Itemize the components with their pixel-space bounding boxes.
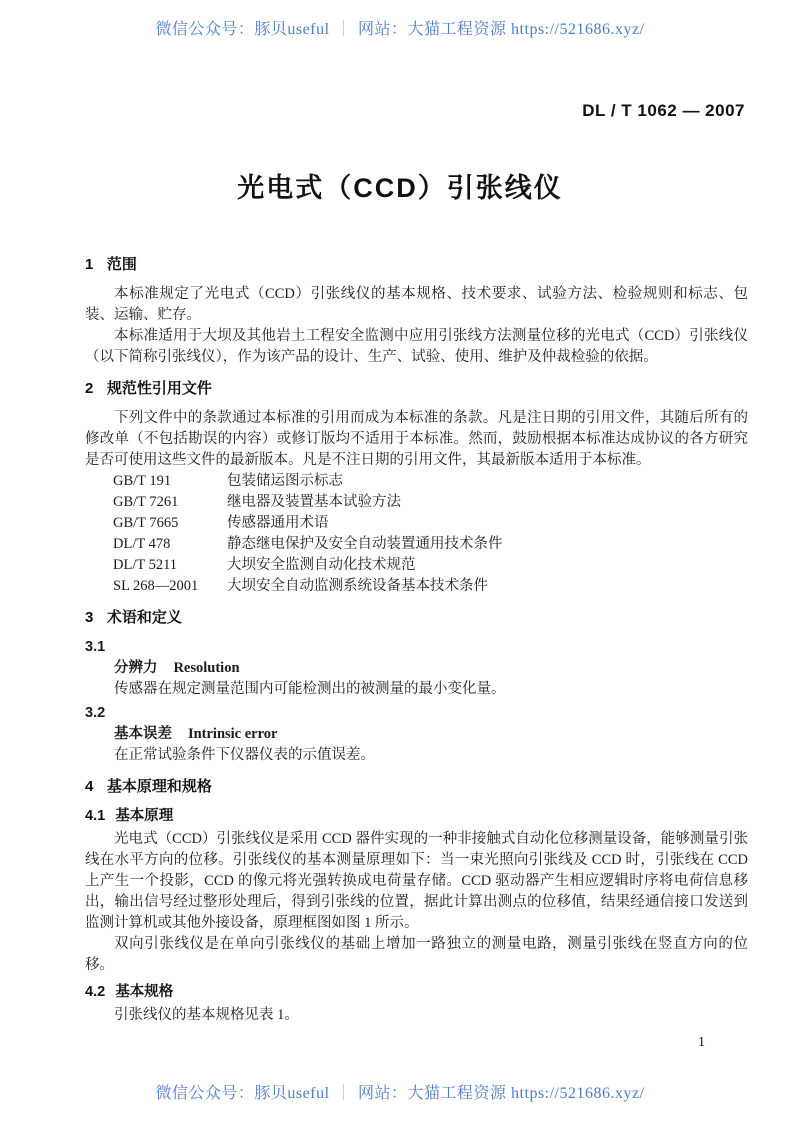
term-definition: 传感器在规定测量范围内可能检测出的被测量的最小变化量。 bbox=[114, 681, 506, 697]
reference-title: 传感器通用术语 bbox=[227, 515, 329, 531]
scope-paragraph-2: 本标准适用于大坝及其他岩土工程安全监测中应用引张线方法测量位移的光电式（CCD）引张线仪（以下简称引张线仪），作为该产品的设计、生产、试验、使用、维护及仲裁检验的依据。 bbox=[85, 328, 748, 365]
reference-row bbox=[113, 471, 748, 492]
section-3-heading bbox=[85, 607, 748, 628]
term-number: 3.2 bbox=[85, 705, 106, 721]
term-name-line bbox=[85, 658, 748, 679]
term-name-zh: 分辨力 bbox=[114, 660, 158, 676]
reference-row bbox=[113, 534, 748, 555]
reference-code: DL/T 478 bbox=[113, 536, 171, 552]
term-name-line bbox=[85, 724, 748, 745]
section-title: 术语和定义 bbox=[106, 609, 182, 626]
section-title: 基本原理 bbox=[115, 808, 174, 824]
section-4-heading bbox=[85, 776, 748, 797]
section-number: 4 bbox=[85, 778, 94, 795]
reference-row bbox=[113, 555, 748, 576]
section-title: 范围 bbox=[106, 256, 137, 273]
normative-refs-paragraph: 下列文件中的条款通过本标准的引用而成为本标准的条款。凡是注日期的引用文件，其随后所有的修改单（不包括勘误的内容）或修订版均不适用于本标准。然而，鼓励根据本标准达成协议的各方研究是否可使用这些文件的最新版本。凡是不注日期的引用文件，其最新版本适用于本标准。 bbox=[85, 410, 748, 468]
section-title: 规范性引用文件 bbox=[106, 380, 212, 397]
website-label: 网站：大猫工程资源 https://521686.xyz/ bbox=[358, 1085, 645, 1102]
website-label: 网站：大猫工程资源 https://521686.xyz/ bbox=[358, 21, 645, 38]
reference-code: GB/T 191 bbox=[113, 473, 172, 489]
term-name-zh: 基本误差 bbox=[114, 726, 172, 742]
scope-paragraph-1: 本标准规定了光电式（CCD）引张线仪的基本规格、技术要求、试验方法、检验规则和标志、包装、运输、贮存。 bbox=[85, 286, 748, 323]
section-number: 2 bbox=[85, 380, 94, 397]
reference-code: GB/T 7261 bbox=[113, 494, 179, 510]
references-list bbox=[113, 471, 748, 597]
header-watermark bbox=[0, 16, 800, 39]
section-number: 1 bbox=[85, 256, 94, 273]
reference-title: 包装储运图示标志 bbox=[227, 473, 343, 489]
watermark-separator: ｜ bbox=[335, 1085, 353, 1102]
term-number: 3.1 bbox=[85, 639, 106, 655]
standard-code: DL / T 1062 — 2007 bbox=[582, 101, 745, 120]
section-4-2-heading bbox=[85, 982, 748, 1003]
reference-row bbox=[113, 576, 748, 597]
watermark-separator: ｜ bbox=[335, 21, 353, 38]
reference-title: 静态继电保护及安全自动装置通用技术条件 bbox=[227, 536, 503, 552]
document-body bbox=[85, 244, 748, 1026]
principle-paragraph-1: 光电式（CCD）引张线仪是采用 CCD 器件实现的一种非接触式自动化位移测量设备，能够测量引张线在水平方向的位移。引张线仪的基本测量原理如下：当一束光照向引张线及 CCD 时，引张线在 CCD 上产生一个投影，CCD 的像元将光强转换成电荷量存储。CCD 驱动器产生相应逻辑时序将电荷信息移出，输出信号经过整形处理后，得到引张线的位置，据此计算出测点的位移值，结果经通信接口发送到监测计算机或其他外接设备，原理框图如图 1 所示。 bbox=[85, 831, 748, 931]
reference-title: 继电器及装置基本试验方法 bbox=[227, 494, 401, 510]
reference-row bbox=[113, 513, 748, 534]
wechat-account-label: 微信公众号：豚贝useful bbox=[155, 21, 330, 38]
wechat-account-label: 微信公众号：豚贝useful bbox=[155, 1085, 330, 1102]
reference-code: GB/T 7665 bbox=[113, 515, 179, 531]
term-name-en: Resolution bbox=[173, 660, 240, 676]
reference-code: DL/T 5211 bbox=[113, 557, 178, 573]
footer-watermark bbox=[0, 1080, 800, 1103]
term-definition: 在正常试验条件下仪器仪表的示值误差。 bbox=[114, 747, 375, 763]
reference-title: 大坝安全自动监测系统设备基本技术条件 bbox=[227, 578, 488, 594]
section-4-1-heading bbox=[85, 806, 748, 827]
section-number: 3 bbox=[85, 609, 94, 626]
section-title: 基本原理和规格 bbox=[106, 778, 212, 795]
section-number: 4.2 bbox=[85, 984, 106, 1000]
section-title: 基本规格 bbox=[115, 984, 174, 1000]
term-entry bbox=[85, 703, 748, 766]
reference-code: SL 268—2001 bbox=[113, 578, 199, 594]
section-2-heading bbox=[85, 378, 748, 399]
spec-paragraph: 引张线仪的基本规格见表 1。 bbox=[114, 1007, 299, 1023]
term-entry bbox=[85, 637, 748, 700]
page-number: 1 bbox=[698, 1035, 705, 1050]
document-title: 光电式（CCD）引张线仪 bbox=[237, 173, 563, 203]
section-number: 4.1 bbox=[85, 808, 106, 824]
section-1-heading bbox=[85, 254, 748, 275]
reference-row bbox=[113, 492, 748, 513]
term-name-en: Intrinsic error bbox=[187, 726, 278, 742]
principle-paragraph-2: 双向引张线仪是在单向引张线仪的基础上增加一路独立的测量电路，测量引张线在竖直方向的位移。 bbox=[85, 936, 748, 973]
reference-title: 大坝安全监测自动化技术规范 bbox=[227, 557, 416, 573]
